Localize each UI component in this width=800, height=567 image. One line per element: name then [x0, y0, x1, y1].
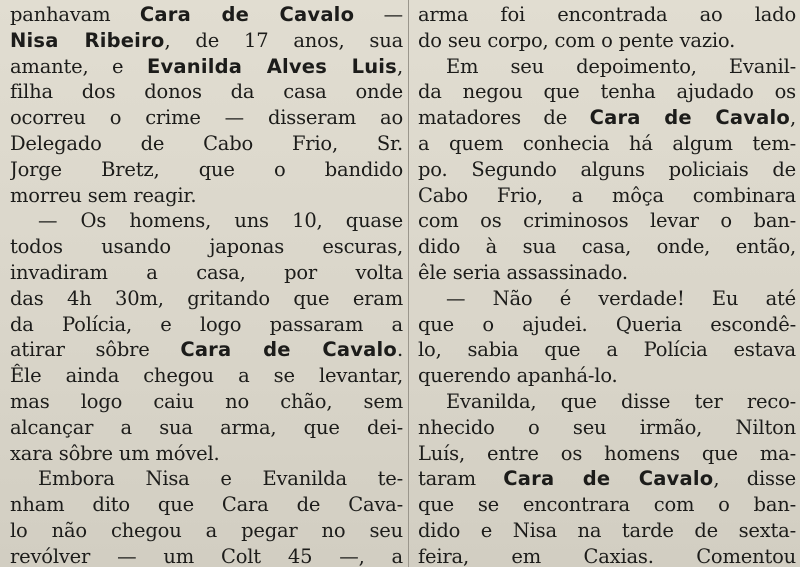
text-segment: dido e Nisa na tarde de sexta- [418, 518, 796, 542]
text-segment: êle seria assassinado. [418, 260, 628, 284]
text-segment: amante, e [10, 54, 147, 78]
bold-name: Cara de Cavalo [180, 338, 397, 362]
text-segment: revólver — um Colt 45 —, a [10, 544, 403, 567]
text-segment: da Polícia, e logo passaram a [10, 312, 403, 336]
bold-name: Evanilda Alves Luis [146, 54, 397, 78]
text-segment: da negou que tenha ajudado os [418, 80, 796, 104]
bold-name: Cara de Cavalo [589, 106, 790, 130]
text-segment: po. Segundo alguns policiais de [418, 157, 796, 181]
text-segment: , [397, 54, 403, 78]
text-segment: feira, em Caxias. Comentou [418, 544, 796, 567]
text-segment: das 4h 30m, gritando que eram [10, 286, 403, 310]
text-line [10, 183, 403, 209]
text-line [418, 286, 796, 312]
text-line [418, 312, 796, 338]
text-segment: Jorge Bretz, que o bandido [10, 157, 403, 181]
text-segment: filha dos donos da casa onde [10, 80, 403, 104]
text-line [10, 131, 403, 157]
text-segment: a quem conhecia há algum tem- [418, 131, 796, 155]
text-segment: lo, sabia que a Polícia estava [418, 338, 796, 362]
text-segment: nham dito que Cara de Cava- [10, 493, 403, 517]
text-segment: ocorreu o crime — disseram ao [10, 106, 403, 130]
text-line [10, 286, 403, 312]
bold-name: Cara de Cavalo [139, 3, 355, 26]
text-segment: , de 17 anos, sua [164, 28, 403, 52]
text-line [10, 234, 403, 260]
text-segment: querendo apanhá-lo. [418, 364, 618, 388]
text-line [10, 492, 403, 518]
text-segment: atirar sôbre [10, 338, 181, 362]
text-segment: todos usando japonas escuras, [10, 235, 403, 259]
text-segment: do seu corpo, com o pente vazio. [418, 28, 736, 52]
text-line [10, 208, 403, 234]
text-segment: Cabo Frio, a môça combinara [418, 183, 796, 207]
text-line [418, 157, 796, 183]
text-line [418, 466, 796, 492]
text-line [10, 157, 403, 183]
text-line [418, 28, 796, 54]
text-segment: , disse [713, 467, 796, 491]
text-line [418, 105, 796, 131]
text-line [418, 54, 796, 80]
text-line [10, 441, 403, 467]
text-segment: taram [418, 467, 504, 491]
text-line [10, 544, 403, 567]
text-segment: xara sôbre um móvel. [10, 441, 220, 465]
column-divider [408, 0, 409, 567]
text-line [418, 389, 796, 415]
text-segment: Evanilda, que disse ter reco- [446, 389, 796, 413]
text-line [10, 312, 403, 338]
text-line [418, 183, 796, 209]
text-segment: , [789, 106, 796, 130]
text-segment: — [354, 3, 403, 26]
text-line [418, 544, 796, 567]
text-line [10, 518, 403, 544]
text-line [418, 131, 796, 157]
text-segment: — Os homens, uns 10, quase [38, 209, 403, 233]
text-line [10, 54, 403, 80]
column-left [10, 2, 403, 567]
text-segment: . [397, 338, 403, 362]
text-line [10, 466, 403, 492]
text-line [10, 260, 403, 286]
text-line [418, 441, 796, 467]
text-segment: nhecido o seu irmão, Nilton [418, 415, 796, 439]
text-line [418, 363, 796, 389]
text-segment: dido à sua casa, onde, então, [418, 235, 796, 259]
text-line [418, 337, 796, 363]
text-line [418, 492, 796, 518]
text-line [418, 415, 796, 441]
text-segment: panhavam [10, 3, 140, 26]
text-line [418, 2, 796, 28]
text-line [10, 337, 403, 363]
text-segment: matadores de [418, 106, 590, 130]
text-line [10, 363, 403, 389]
bold-name: Nisa Ribeiro [10, 28, 165, 52]
text-line [418, 208, 796, 234]
text-segment: lo não chegou a pegar no seu [10, 518, 403, 542]
text-segment: Delegado de Cabo Frio, Sr. [10, 131, 403, 155]
text-segment: Êle ainda chegou a se levantar, [10, 364, 403, 388]
text-segment: Em seu depoimento, Evanil- [446, 54, 796, 78]
text-segment: arma foi encontrada ao lado [418, 3, 796, 26]
text-line [418, 518, 796, 544]
text-line [418, 260, 796, 286]
text-line [10, 105, 403, 131]
text-segment: — Não é verdade! Eu até [446, 286, 796, 310]
text-segment: morreu sem reagir. [10, 183, 197, 207]
text-segment: invadiram a casa, por volta [10, 260, 403, 284]
text-line [10, 2, 403, 28]
text-line [10, 415, 403, 441]
column-right [418, 2, 796, 567]
text-line [10, 389, 403, 415]
text-segment: que o ajudei. Queria escondê- [418, 312, 796, 336]
text-line [10, 28, 403, 54]
text-line [418, 79, 796, 105]
text-segment: que se encontrara com o ban- [418, 493, 796, 517]
text-segment: com os criminosos levar o ban- [418, 209, 796, 233]
text-segment: mas logo caiu no chão, sem [10, 389, 403, 413]
text-segment: Embora Nisa e Evanilda te- [38, 467, 403, 491]
text-line [10, 79, 403, 105]
bold-name: Cara de Cavalo [503, 467, 714, 491]
text-line [418, 234, 796, 260]
text-segment: alcançar a sua arma, que dei- [10, 415, 403, 439]
text-segment: Luís, entre os homens que ma- [418, 441, 796, 465]
